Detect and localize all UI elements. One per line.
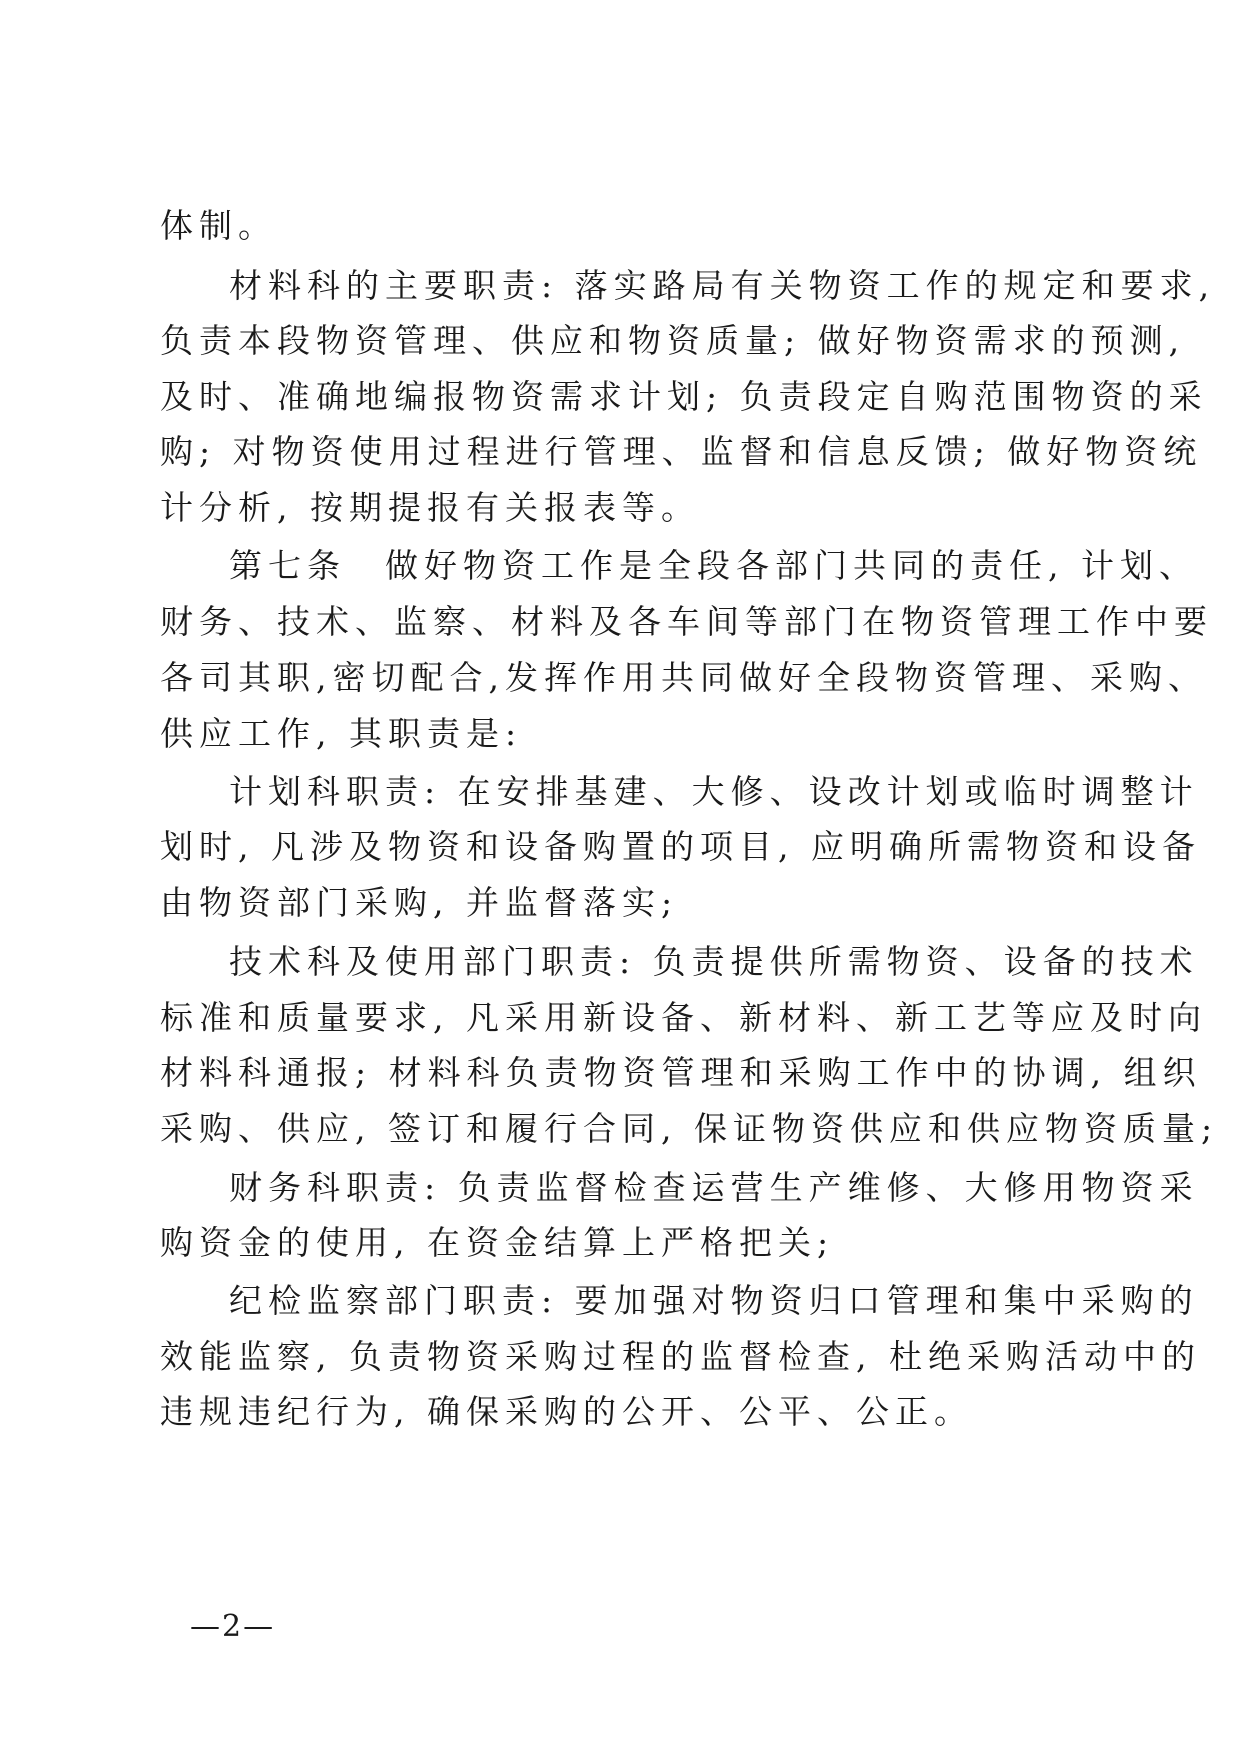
- text-line: 纪检监察部门职责: 要加强对物资归口管理和集中采购的: [229, 1281, 1199, 1320]
- text-line: 体制。: [160, 206, 277, 245]
- text-line: 计划科职责: 在安排基建、大修、设改计划或临时调整计: [229, 772, 1199, 811]
- text-line: 购资金的使用, 在资金结算上严格把关;: [160, 1223, 835, 1262]
- text-line: 供应工作, 其职责是:: [160, 714, 523, 753]
- text-line: 划时, 凡涉及物资和设备购置的项目, 应明确所需物资和设备: [160, 827, 1201, 866]
- page-number: —2—: [190, 1609, 276, 1644]
- text-line: 违规违纪行为, 确保采购的公开、公平、公正。: [160, 1392, 973, 1431]
- text-line: 标准和质量要求, 凡采用新设备、新材料、新工艺等应及时向: [160, 998, 1207, 1037]
- text-line: 购; 对物资使用过程进行管理、监督和信息反馈; 做好物资统: [160, 432, 1203, 471]
- text-line: 各司其职,密切配合,发挥作用共同做好全段物资管理、采购、: [160, 658, 1207, 697]
- text-line: 财务科职责: 负责监督检查运营生产维修、大修用物资采: [229, 1168, 1199, 1207]
- text-line: 采购、供应, 签订和履行合同, 保证物资供应和供应物资质量;: [160, 1109, 1219, 1148]
- text-line: 由物资部门采购, 并监督落实;: [160, 883, 679, 922]
- text-line: 技术科及使用部门职责: 负责提供所需物资、设备的技术: [229, 942, 1199, 981]
- text-line: 及时、准确地编报物资需求计划; 负责段定自购范围物资的采: [160, 377, 1208, 416]
- text-line: 第七条 做好物资工作是全段各部门共同的责任, 计划、: [229, 546, 1198, 585]
- text-line: 财务、技术、监察、材料及各车间等部门在物资管理工作中要: [160, 602, 1213, 641]
- text-line: 效能监察, 负责物资采购过程的监督检查, 杜绝采购活动中的: [160, 1337, 1201, 1376]
- text-line: 材料科的主要职责: 落实路局有关物资工作的规定和要求,: [229, 266, 1216, 305]
- text-line: 材料科通报; 材料科负责物资管理和采购工作中的协调, 组织: [160, 1053, 1202, 1092]
- text-line: 计分析, 按期提报有关报表等。: [160, 488, 700, 527]
- text-line: 负责本段物资管理、供应和物资质量; 做好物资需求的预测,: [160, 321, 1186, 360]
